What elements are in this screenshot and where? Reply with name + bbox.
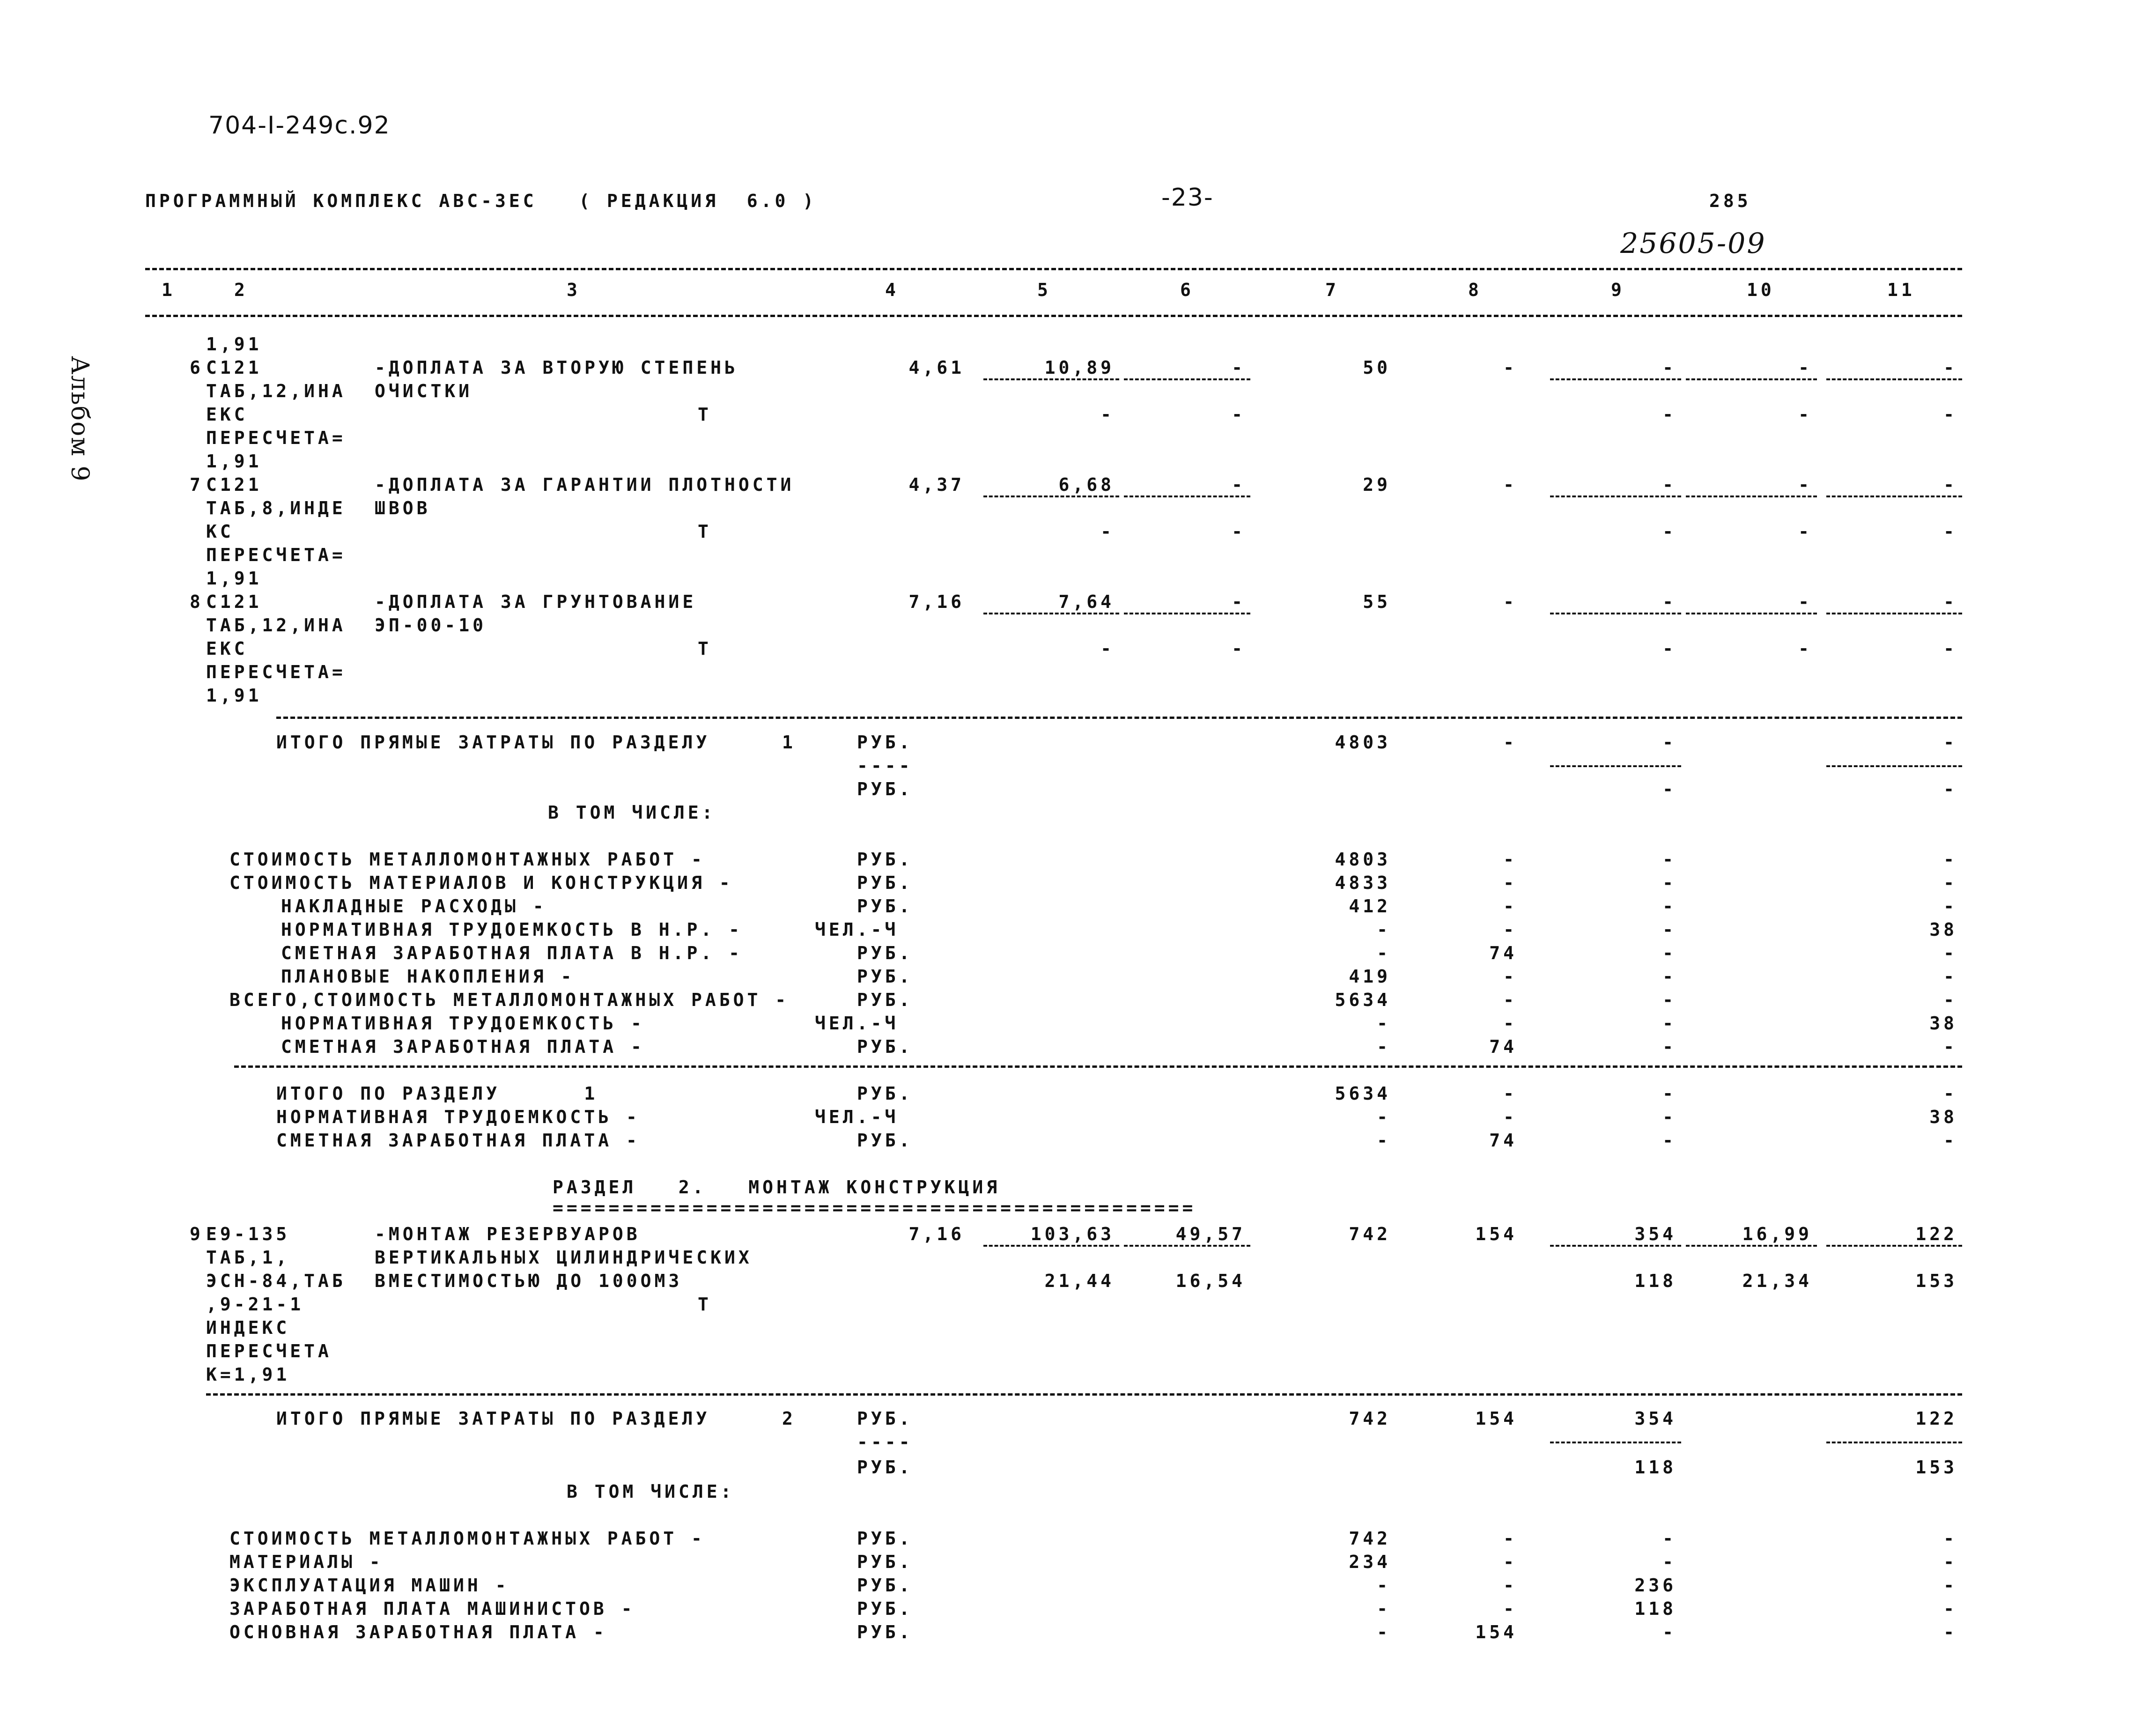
cell-c9: - <box>1662 966 1676 987</box>
cell-c7: - <box>1377 943 1391 963</box>
cell-c9: - <box>1662 1013 1676 1034</box>
breakdown-label: СТОИМОСТЬ МЕТАЛЛОМОНТАЖНЫХ РАБОТ - <box>229 849 705 870</box>
cell-c10: - <box>1798 592 1812 612</box>
cell-c10: - <box>1798 638 1812 659</box>
cell-c8: - <box>1503 849 1517 870</box>
code-cell: ПЕРЕСЧЕТА= <box>206 428 346 448</box>
document-code: 704-I-249с.92 <box>208 111 391 140</box>
cell-c8: - <box>1503 357 1517 378</box>
cell-c11: - <box>1943 896 1957 917</box>
cell-c10: - <box>1798 474 1812 495</box>
cell-c7: 29 <box>1363 474 1391 495</box>
unit-cell: РУБ. <box>857 1622 913 1642</box>
cell-c9: - <box>1662 943 1676 963</box>
cell-c7: - <box>1377 1598 1391 1619</box>
cell-c7: 4833 <box>1335 873 1391 893</box>
cell-c5: 103,63 <box>1030 1224 1115 1244</box>
cell-c10: - <box>1798 521 1812 542</box>
code-cell: ПЕРЕСЧЕТА= <box>206 545 346 565</box>
cell-c11: - <box>1943 521 1957 542</box>
code-cell: С121 <box>206 592 262 612</box>
unit-cell: РУБ. <box>857 849 913 870</box>
cell-c6: - <box>1232 592 1246 612</box>
page-number: -23- <box>1161 184 1214 212</box>
type-mark: Т <box>698 404 712 425</box>
sheet-number: 285 <box>1709 191 1751 211</box>
row-number: 8 <box>190 592 204 612</box>
unit-cell: ЧЕЛ.-Ч <box>815 919 899 940</box>
cell-c8: - <box>1503 1575 1517 1596</box>
section-title: РАЗДЕЛ 2. МОНТАЖ КОНСТРУКЦИЯ <box>553 1177 1001 1198</box>
column-header-1: 1 <box>162 280 176 300</box>
cell-c11: - <box>1943 1036 1957 1057</box>
cell-c7: - <box>1377 1575 1391 1596</box>
header-rule-top <box>145 268 1962 270</box>
unit-cell: РУБ. <box>857 732 913 753</box>
subtotal-rule <box>983 1245 1119 1247</box>
cell-c6: - <box>1232 357 1246 378</box>
code-cell: 1,91 <box>206 334 262 355</box>
subtotal-rule <box>1826 495 1962 497</box>
cell-c5: 7,64 <box>1058 592 1115 612</box>
breakdown-label: ПЛАНОВЫЕ НАКОПЛЕНИЯ - <box>281 966 575 987</box>
breakdown-label: МАТЕРИАЛЫ - <box>229 1552 384 1572</box>
code-cell: ЕКС <box>206 404 248 425</box>
unit-cell: РУБ. <box>857 1408 913 1429</box>
description-cell: ВМЕСТИМОСТЬЮ ДО 100ОМ3 <box>375 1271 683 1291</box>
column-header-3: 3 <box>567 280 581 300</box>
cell-c9: - <box>1662 732 1676 753</box>
code-cell: ИНДЕКС <box>206 1317 290 1338</box>
subtotal-rule <box>1686 613 1817 614</box>
cell-c7: - <box>1377 1036 1391 1057</box>
description-cell: ШВОВ <box>375 498 431 518</box>
cell-c8: 154 <box>1475 1408 1517 1429</box>
section-title-underline: ============================================== <box>553 1198 1196 1218</box>
cell-c8: - <box>1503 1552 1517 1572</box>
cell-c11: - <box>1943 732 1957 753</box>
cell-c6: - <box>1232 521 1246 542</box>
cell-c6: - <box>1232 404 1246 425</box>
cell-c10: - <box>1798 357 1812 378</box>
cell-c11: - <box>1943 1552 1957 1572</box>
description-cell: -ДОПЛАТА ЗА ГАРАНТИИ ПЛОТНОСТИ <box>375 474 795 495</box>
description-cell: -ДОПЛАТА ЗА ВТОРУЮ СТЕПЕНЬ <box>375 357 738 378</box>
cell-c9: - <box>1662 1622 1676 1642</box>
cell-c9: - <box>1662 919 1676 940</box>
code-cell: ТАБ,12,ИНА <box>206 381 346 401</box>
unit-cell: РУБ. <box>857 896 913 917</box>
breakdown-label: ОСНОВНАЯ ЗАРАБОТНАЯ ПЛАТА - <box>229 1622 607 1642</box>
unit-cell: ЧЕЛ.-Ч <box>815 1107 899 1127</box>
cell-c8: - <box>1503 1107 1517 1127</box>
row-number: 7 <box>190 474 204 495</box>
cell-c9: - <box>1662 638 1676 659</box>
cell-c11: - <box>1943 943 1957 963</box>
cell-c9: - <box>1662 873 1676 893</box>
including-heading: В ТОМ ЧИСЛЕ: <box>548 802 716 823</box>
cell-c11: - <box>1943 966 1957 987</box>
cell-c9: - <box>1662 1552 1676 1572</box>
code-cell: ПЕРЕСЧЕТА= <box>206 662 346 682</box>
breakdown-label: СМЕТНАЯ ЗАРАБОТНАЯ ПЛАТА В Н.Р. - <box>281 943 743 963</box>
cell-c11: - <box>1943 638 1957 659</box>
cell-c8: - <box>1503 1598 1517 1619</box>
cell-c7: - <box>1377 919 1391 940</box>
cell-c11: - <box>1943 1130 1957 1151</box>
subtotal-rule <box>1826 1245 1962 1247</box>
cell-c11: - <box>1943 849 1957 870</box>
cell-c11: - <box>1943 779 1957 799</box>
cell-c11: - <box>1943 1575 1957 1596</box>
description-cell: -ДОПЛАТА ЗА ГРУНТОВАНИЕ <box>375 592 697 612</box>
unit-cell: РУБ. <box>857 873 913 893</box>
cell-c8: 74 <box>1489 943 1517 963</box>
cell-c11: 122 <box>1915 1224 1957 1244</box>
cell-c7: 55 <box>1363 592 1391 612</box>
subtotal-rule <box>1686 1245 1817 1247</box>
subtotal-rule <box>1826 613 1962 614</box>
code-cell: ТАБ,12,ИНА <box>206 615 346 636</box>
unit-cell: РУБ. <box>857 1552 913 1572</box>
cell-c7: 742 <box>1349 1224 1391 1244</box>
cell-c8: - <box>1503 990 1517 1010</box>
subtotal-rule <box>1124 378 1250 380</box>
header-rule-bottom <box>145 315 1962 317</box>
cell-c9: - <box>1662 521 1676 542</box>
code-cell: ТАБ,8,ИНДЕ <box>206 498 346 518</box>
cell-c4: 7,16 <box>908 1224 965 1244</box>
cell-c9: 236 <box>1634 1575 1676 1596</box>
cell-c7: 419 <box>1349 966 1391 987</box>
cell-c11: - <box>1943 873 1957 893</box>
code-cell: 1,91 <box>206 568 262 589</box>
subtotal-rule <box>983 495 1119 497</box>
cell-c6: 16,54 <box>1175 1271 1246 1291</box>
cell-c7: 4803 <box>1335 732 1391 753</box>
unit-cell: РУБ. <box>857 1130 913 1151</box>
code-cell: ТАБ,1, <box>206 1247 290 1268</box>
cell-c9: - <box>1662 779 1676 799</box>
cell-c8: 74 <box>1489 1036 1517 1057</box>
cell-c8: - <box>1503 474 1517 495</box>
column-header-4: 4 <box>885 280 899 300</box>
type-mark: Т <box>698 521 712 542</box>
subtotal-rule <box>1124 1245 1250 1247</box>
subtotal-rule <box>1550 1245 1681 1247</box>
cell-c8: 154 <box>1475 1224 1517 1244</box>
subtotal-rule <box>983 378 1119 380</box>
unit-cell: ЧЕЛ.-Ч <box>815 1013 899 1034</box>
description-cell: ЭП-00-10 <box>375 615 487 636</box>
cell-c11: 153 <box>1915 1457 1957 1478</box>
subtotal-rule <box>1124 613 1250 614</box>
cell-c11: - <box>1943 1528 1957 1549</box>
cell-c5: - <box>1100 404 1115 425</box>
cell-c9: - <box>1662 1130 1676 1151</box>
cell-c8: - <box>1503 1013 1517 1034</box>
column-header-9: 9 <box>1611 280 1625 300</box>
code-cell: ЕКС <box>206 638 248 659</box>
cell-c8: - <box>1503 1528 1517 1549</box>
unit-cell: РУБ. <box>857 1575 913 1596</box>
cell-c10: 16,99 <box>1742 1224 1812 1244</box>
code-cell: С121 <box>206 357 262 378</box>
column-header-7: 7 <box>1325 280 1339 300</box>
cell-c7: 4803 <box>1335 849 1391 870</box>
unit-cell: РУБ. <box>857 966 913 987</box>
cell-c9: - <box>1662 1036 1676 1057</box>
program-title: ПРОГРАММНЫЙ КОМПЛЕКС АВС-ЗЕС ( РЕДАКЦИЯ 6.0 ) <box>145 191 817 211</box>
cell-c5: 6,68 <box>1058 474 1115 495</box>
unit-dashes: ---- <box>857 1432 913 1452</box>
subtotal-rule <box>1686 378 1817 380</box>
cell-c11: - <box>1943 592 1957 612</box>
breakdown-label: ВСЕГО,СТОИМОСТЬ МЕТАЛЛОМОНТАЖНЫХ РАБОТ - <box>229 990 790 1010</box>
breakdown-label: СМЕТНАЯ ЗАРАБОТНАЯ ПЛАТА - <box>281 1036 645 1057</box>
breakdown-label: ЗАРАБОТНАЯ ПЛАТА МАШИНИСТОВ - <box>229 1598 635 1619</box>
breakdown-label: НАКЛАДНЫЕ РАСХОДЫ - <box>281 896 547 917</box>
cell-c7: - <box>1377 1622 1391 1642</box>
cell-c8: - <box>1503 1083 1517 1104</box>
description-cell: ОЧИСТКИ <box>375 381 473 401</box>
subtotal-rule <box>1686 495 1817 497</box>
cell-c8: - <box>1503 966 1517 987</box>
row-number: 9 <box>190 1224 204 1244</box>
cell-c9: - <box>1662 357 1676 378</box>
cell-c11: - <box>1943 990 1957 1010</box>
cell-c11: - <box>1943 474 1957 495</box>
cell-c9: - <box>1662 1528 1676 1549</box>
subtotal-rule <box>1826 1442 1962 1443</box>
cell-c8: - <box>1503 873 1517 893</box>
cell-c7: 234 <box>1349 1552 1391 1572</box>
cell-c11: 122 <box>1915 1408 1957 1429</box>
cell-c6: 49,57 <box>1175 1224 1246 1244</box>
subtotal-rule <box>983 613 1119 614</box>
cell-c9: - <box>1662 474 1676 495</box>
type-mark: Т <box>698 1294 712 1315</box>
summary-label: НОРМАТИВНАЯ ТРУДОЕМКОСТЬ - <box>276 1107 640 1127</box>
cell-c9: 118 <box>1634 1598 1676 1619</box>
unit-cell: РУБ. <box>857 1528 913 1549</box>
cell-c11: - <box>1943 404 1957 425</box>
description-cell: ВЕРТИКАЛЬНЫХ ЦИЛИНДРИЧЕСКИХ <box>375 1247 753 1268</box>
section-number: 2 <box>782 1408 796 1429</box>
cell-c9: - <box>1662 1107 1676 1127</box>
subtotal-rule <box>1124 495 1250 497</box>
code-cell: ,9-21-1 <box>206 1294 304 1315</box>
cell-c5: - <box>1100 638 1115 659</box>
code-cell: К=1,91 <box>206 1364 290 1385</box>
section-rule <box>234 1065 1962 1068</box>
cell-c9: 118 <box>1634 1457 1676 1478</box>
code-cell: С121 <box>206 474 262 495</box>
cell-c9: - <box>1662 404 1676 425</box>
unit-cell: РУБ. <box>857 1457 913 1478</box>
code-cell: Е9-135 <box>206 1224 290 1244</box>
breakdown-label: СТОИМОСТЬ МАТЕРИАЛОВ И КОНСТРУКЦИЯ - <box>229 873 733 893</box>
column-header-6: 6 <box>1180 280 1194 300</box>
section-number: 1 <box>782 732 796 753</box>
cell-c5: - <box>1100 521 1115 542</box>
subtotal-rule <box>1550 495 1681 497</box>
cell-c4: 4,61 <box>908 357 965 378</box>
cell-c8: - <box>1503 919 1517 940</box>
breakdown-label: СТОИМОСТЬ МЕТАЛЛОМОНТАЖНЫХ РАБОТ - <box>229 1528 705 1549</box>
cell-c7: 742 <box>1349 1528 1391 1549</box>
cell-c7: 50 <box>1363 357 1391 378</box>
cell-c9: 354 <box>1634 1224 1676 1244</box>
total-label: ИТОГО ПРЯМЫЕ ЗАТРАТЫ ПО РАЗДЕЛУ <box>276 732 710 753</box>
subtotal-rule <box>1550 378 1681 380</box>
cell-c9: - <box>1662 592 1676 612</box>
cell-c11: 38 <box>1929 919 1957 940</box>
cell-c7: 5634 <box>1335 990 1391 1010</box>
cell-c4: 7,16 <box>908 592 965 612</box>
unit-cell: РУБ. <box>857 779 913 799</box>
cell-c7: 742 <box>1349 1408 1391 1429</box>
breakdown-label: НОРМАТИВНАЯ ТРУДОЕМКОСТЬ - <box>281 1013 645 1034</box>
cell-c8: - <box>1503 896 1517 917</box>
unit-cell: РУБ. <box>857 1036 913 1057</box>
subtotal-rule <box>1550 765 1681 767</box>
cell-c11: - <box>1943 357 1957 378</box>
unit-cell: РУБ. <box>857 1083 913 1104</box>
cell-c9: 118 <box>1634 1271 1676 1291</box>
breakdown-label: ЭКСПЛУАТАЦИЯ МАШИН - <box>229 1575 509 1596</box>
cell-c7: - <box>1377 1013 1391 1034</box>
subtotal-rule <box>1826 765 1962 767</box>
cell-c11: 38 <box>1929 1107 1957 1127</box>
total-label: ИТОГО ПРЯМЫЕ ЗАТРАТЫ ПО РАЗДЕЛУ <box>276 1408 710 1429</box>
code-cell: 1,91 <box>206 451 262 472</box>
cell-c7: 5634 <box>1335 1083 1391 1104</box>
cell-c9: 354 <box>1634 1408 1676 1429</box>
unit-cell: РУБ. <box>857 1598 913 1619</box>
cell-c10: - <box>1798 404 1812 425</box>
unit-cell: РУБ. <box>857 990 913 1010</box>
section-rule <box>206 1393 1962 1396</box>
summary-label: ИТОГО ПО РАЗДЕЛУ 1 <box>276 1083 598 1104</box>
cell-c9: - <box>1662 1083 1676 1104</box>
code-cell: ПЕРЕСЧЕТА <box>206 1341 332 1361</box>
handwritten-code: 25605-09 <box>1620 227 1766 260</box>
type-mark: Т <box>698 638 712 659</box>
column-header-11: 11 <box>1887 280 1915 300</box>
section-rule <box>276 717 1962 719</box>
code-cell: КС <box>206 521 234 542</box>
cell-c7: - <box>1377 1130 1391 1151</box>
cell-c5: 21,44 <box>1044 1271 1115 1291</box>
cell-c11: 38 <box>1929 1013 1957 1034</box>
row-number: 6 <box>190 357 204 378</box>
cell-c8: 154 <box>1475 1622 1517 1642</box>
cell-c6: - <box>1232 474 1246 495</box>
cell-c5: 10,89 <box>1044 357 1115 378</box>
cell-c9: - <box>1662 896 1676 917</box>
cell-c11: - <box>1943 1598 1957 1619</box>
cell-c9: - <box>1662 990 1676 1010</box>
cell-c7: - <box>1377 1107 1391 1127</box>
column-header-5: 5 <box>1037 280 1051 300</box>
cell-c11: - <box>1943 1083 1957 1104</box>
cell-c4: 4,37 <box>908 474 965 495</box>
cell-c8: - <box>1503 732 1517 753</box>
column-header-2: 2 <box>234 280 248 300</box>
code-cell: 1,91 <box>206 685 262 706</box>
unit-cell: РУБ. <box>857 943 913 963</box>
cell-c8: - <box>1503 592 1517 612</box>
cell-c11: 153 <box>1915 1271 1957 1291</box>
including-heading: В ТОМ ЧИСЛЕ: <box>567 1481 735 1502</box>
cell-c7: 412 <box>1349 896 1391 917</box>
description-cell: -МОНТАЖ РЕЗЕРВУАРОВ <box>375 1224 641 1244</box>
cell-c10: 21,34 <box>1742 1271 1812 1291</box>
column-header-8: 8 <box>1468 280 1482 300</box>
subtotal-rule <box>1826 378 1962 380</box>
subtotal-rule <box>1550 613 1681 614</box>
album-label: Альбом 9 <box>66 356 94 482</box>
subtotal-rule <box>1550 1442 1681 1443</box>
unit-dashes: ---- <box>857 755 913 776</box>
column-header-10: 10 <box>1747 280 1775 300</box>
breakdown-label: НОРМАТИВНАЯ ТРУДОЕМКОСТЬ В Н.Р. - <box>281 919 743 940</box>
cell-c9: - <box>1662 849 1676 870</box>
summary-label: СМЕТНАЯ ЗАРАБОТНАЯ ПЛАТА - <box>276 1130 640 1151</box>
code-cell: ЭСН-84,ТАБ <box>206 1271 346 1291</box>
cell-c8: 74 <box>1489 1130 1517 1151</box>
cell-c6: - <box>1232 638 1246 659</box>
cell-c11: - <box>1943 1622 1957 1642</box>
